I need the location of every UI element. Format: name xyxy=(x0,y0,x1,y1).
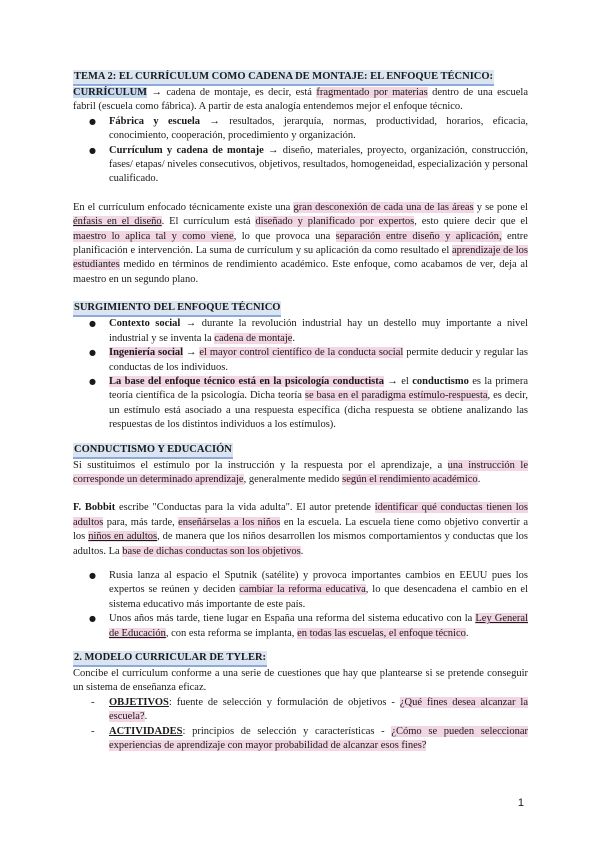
body-paragraph xyxy=(73,201,528,287)
list-item xyxy=(73,144,528,187)
highlight: diseñado y planificado por expertos xyxy=(255,216,415,228)
text: permite deducir y regular las conductas de los individuos. xyxy=(109,347,528,373)
list-item xyxy=(73,115,528,144)
document-page xyxy=(73,70,528,753)
list-item xyxy=(73,346,528,375)
text: para, más tarde, xyxy=(103,516,179,528)
text: , de manera que los niños desarrollen los mismos comportamientos y conductas que los adultos. La xyxy=(73,531,528,557)
highlight: enseñárselas a los niños xyxy=(178,516,281,528)
highlight-underlined: énfasis en el diseño xyxy=(73,216,162,228)
term-curriculum: CURRÍCULUM xyxy=(73,87,148,98)
highlight: el mayor control científico de la conducta social xyxy=(199,347,404,359)
text: . xyxy=(465,627,469,639)
highlight: ¿Cómo se pueden seleccionar experiencias de aprendizaje con mayor probabilidad de alcanzar esos fines? xyxy=(109,725,528,752)
highlight: cambiar la reforma educativa xyxy=(239,584,366,596)
text: , es decir, un estímulo está asociado a una respuesta específica (dicha respuesta se obtiene analizando las respuestas de los distintos individuos a los estímulos). xyxy=(109,390,529,431)
text: . xyxy=(477,473,481,485)
highlight: gran desconexión de cada una de las áreas xyxy=(293,201,474,213)
highlight: una instrucción le corresponde un determinado aprendizaje xyxy=(73,459,528,485)
section-heading: SURGIMIENTO DEL ENFOQUE TÉCNICO xyxy=(73,301,281,317)
item-term: ACTIVIDADES xyxy=(109,725,183,737)
bullet-list xyxy=(73,317,528,432)
text: , con esta reforma se implanta, xyxy=(165,627,298,639)
highlight: ¿Qué fines desea alcanzar la escuela? xyxy=(109,696,528,723)
text: , lo que desencadena el cambio en el sistema educativo más importante de este país. xyxy=(109,584,528,610)
dash-list xyxy=(73,696,528,754)
body-paragraph xyxy=(73,459,528,488)
item-term: OBJETIVOS xyxy=(109,696,169,708)
highlight: maestro lo aplica tal y como viene xyxy=(73,230,234,242)
bullet-list xyxy=(73,569,528,641)
text: . xyxy=(144,711,148,723)
bullet-term: Currículum y cadena de montaje xyxy=(109,144,264,156)
highlight: base de dichas conductas son los objetivos xyxy=(122,545,301,557)
text: Unos años más tarde, tiene lugar en España una reforma del sistema educativo con la xyxy=(109,613,476,625)
highlight: aprendizaje de los estudiantes xyxy=(73,245,528,271)
list-item xyxy=(73,317,528,346)
highlight-underlined: Ley General de Educación xyxy=(109,613,528,639)
text: → durante la revolución industrial hay un destello muy importante a nivel industrial y se inventa la xyxy=(109,318,528,344)
text: : fuente de selección y formulación de objetivos - xyxy=(168,696,400,708)
definition-paragraph xyxy=(73,86,528,115)
body-paragraph xyxy=(73,501,528,559)
bullet-list xyxy=(73,115,528,187)
text: , esto quiere decir que el xyxy=(414,216,528,228)
bullet-term: Fábrica y escuela xyxy=(109,115,201,127)
highlight: separación entre diseño y aplicación, xyxy=(335,230,502,242)
bullet-term: Contexto social xyxy=(109,318,181,330)
highlight: en todas las escuelas, el enfoque técnico xyxy=(297,627,466,639)
highlight-underlined: niños en adultos xyxy=(88,531,158,543)
text: . xyxy=(300,545,304,557)
list-item xyxy=(73,375,528,433)
text: escribe "Conductas para la vida adulta". El autor pretende xyxy=(115,502,375,514)
list-item xyxy=(73,569,528,612)
highlight: cadena de montaje xyxy=(214,332,293,344)
text: Rusia lanza al espacio el Sputnik (satélite) y provoca importantes cambios en EEUU pues los expertos se reúnen y deciden xyxy=(109,569,528,596)
section-heading: CONDUCTISMO Y EDUCACIÓN xyxy=(73,443,233,459)
text: y se pone el xyxy=(473,201,528,213)
list-item xyxy=(73,725,528,754)
section-heading: TEMA 2: EL CURRÍCULUM COMO CADENA DE MONTAJE: EL ENFOQUE TÉCNICO: xyxy=(73,70,494,86)
text: , generalmente medido xyxy=(243,473,343,485)
highlight: según el rendimiento académico xyxy=(342,473,478,485)
bullet-text: → diseño, materiales, proyecto, organización, construcción, fases/ etapas/ niveles consecutivos, objetivos, resultados, homogeneidad, especialización y personal cualificado. xyxy=(109,144,529,185)
page-number: 1 xyxy=(517,797,524,809)
text: → cadena de montaje, es decir, está xyxy=(147,87,317,98)
highlight: identificar qué conductas tienen los adultos xyxy=(73,502,529,528)
term-conductismo: conductismo xyxy=(412,375,469,387)
text: En el currículum enfocado técnicamente existe una xyxy=(73,201,294,213)
text: , lo que provoca una xyxy=(233,230,336,242)
highlight: se basa en el paradigma estímulo-respuesta xyxy=(304,390,488,402)
highlight: fragmentado por materias xyxy=(316,87,428,98)
bullet-term: La base del enfoque técnico está en la psicología conductista xyxy=(109,375,384,387)
text: dentro de una escuela fabril (escuela como fábrica). A partir de esta analogía entendemos mejor el enfoque técnico. xyxy=(73,87,528,113)
list-item xyxy=(73,696,528,725)
list-item xyxy=(73,612,528,641)
text: en la escuela. La escuela tiene como objetivo convertir a los xyxy=(73,516,528,543)
text: medido en términos de rendimiento académico. Este enfoque, como acabamos de ver, deja al maestro en un segundo plano. xyxy=(73,259,528,285)
text: → xyxy=(183,347,200,359)
text: . xyxy=(292,332,296,344)
section-heading: 2. MODELO CURRICULAR DE TYLER: xyxy=(73,651,267,667)
author-name: F. Bobbit xyxy=(73,502,116,514)
body-paragraph: Concibe el currículum conforme a una serie de cuestiones que hay que plantearse si se pretende conseguir un sistema de enseñanza eficaz. xyxy=(73,668,528,694)
bullet-text: → resultados, jerarquía, normas, productividad, horarios, eficacia, conocimiento, cooperación, procedimiento y organización. xyxy=(109,115,528,142)
text: entre planificación e intervención. La suma de currículum y su aplicación da como resultado el xyxy=(73,230,528,257)
bullet-term: Ingeniería social xyxy=(109,347,184,359)
text: : principios de selección y características - xyxy=(182,725,392,737)
text: . El currículum está xyxy=(161,216,256,228)
text: → el xyxy=(383,375,413,387)
text: Si sustituimos el estímulo por la instrucción y la respuesta por el aprendizaje, a xyxy=(73,459,448,471)
text: es la primera teoría científica de la psicología. Dicha teoría xyxy=(109,375,528,402)
